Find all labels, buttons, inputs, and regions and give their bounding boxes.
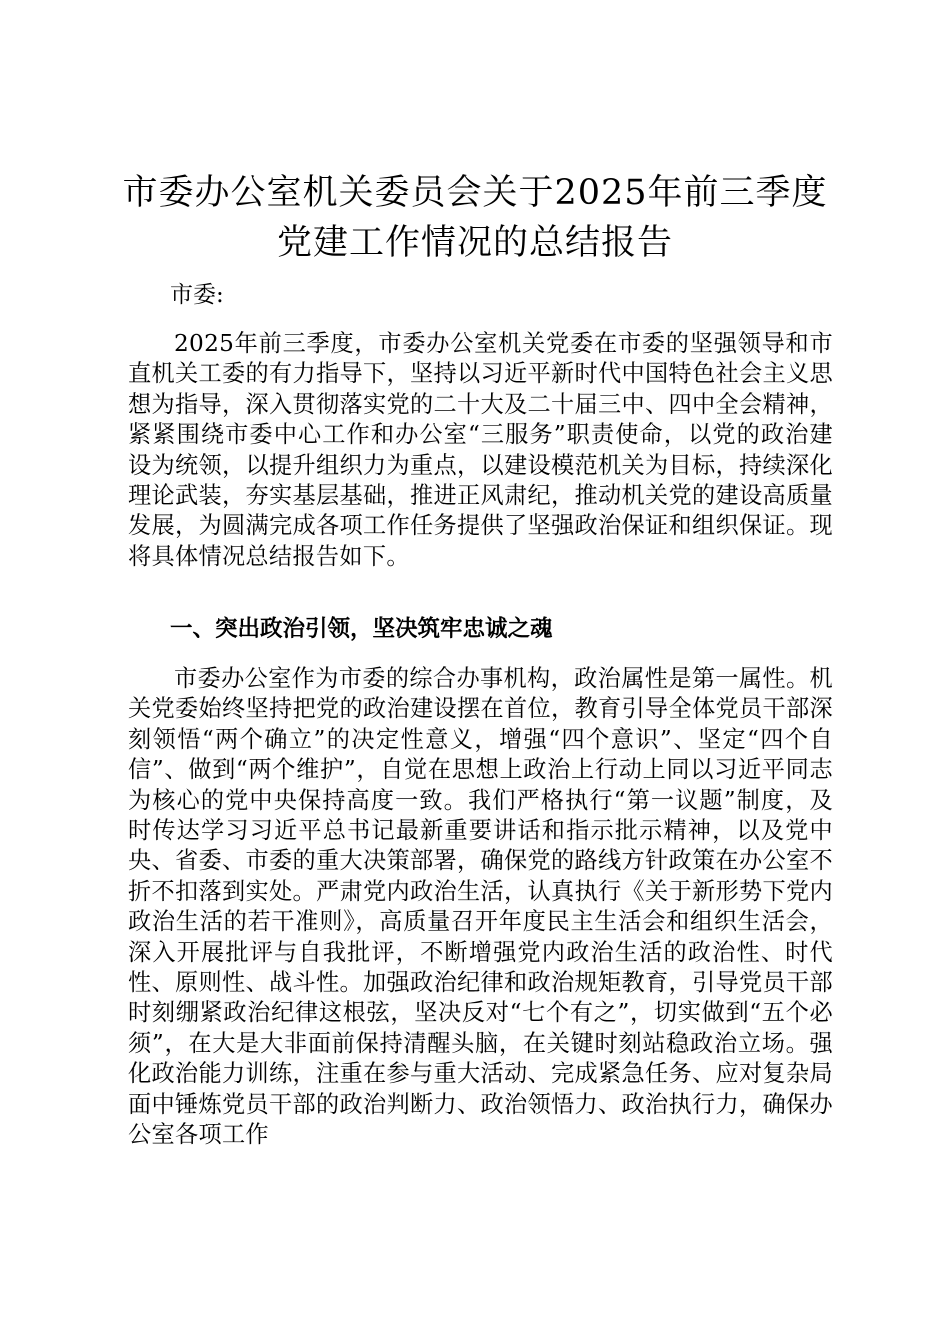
salutation: 市委: (170, 282, 224, 308)
title-line-1: 市委办公室机关委员会关于2025年前三季度 (122, 173, 828, 213)
section-1-paragraph: 市委办公室作为市委的综合办事机构，政治属性是第一属性。机关党委始终坚持把党的政治建设摆在首位，教育引导全体党员干部深刻领悟“两个确立”的决定性意义，增强“四个意识”、坚定“四个自信”、做到“两个维护”，自觉在思想上政治上行动上同以习近平同志为核心的党中央保持高度一致。我们严格执行“第一议题”制度，及时传达学习习近平总书记最新重要讲话和指示批示精神，以及党中央、省委、市委的重大决策部署，确保党的路线方针政策在办公室不折不扣落到实处。严肃党内政治生活，认真执行《关于新形势下党内政治生活的若干准则》，高质量召开年度民主生活会和组织生活会，深入开展批评与自我批评，不断增强党内政治生活的政治性、时代性、原则性、战斗性。加强政治纪律和政治规矩教育，引导党员干部时刻绷紧政治纪律这根弦，坚决反对“七个有之”，切实做到“五个必须”，在大是大非面前保持清醒头脑，在关键时刻站稳政治立场。强化政治能力训练，注重在参与重大活动、完成紧急任务、应对复杂局面中锤炼党员干部的政治判断力、政治领悟力、政治执行力，确保办公室各项工作 (128, 665, 833, 1149)
document-title (100, 168, 850, 268)
section-heading-1: 一、突出政治引领，坚决筑牢忠诚之魂 (170, 616, 553, 642)
intro-paragraph: 2025年前三季度，市委办公室机关党委在市委的坚强领导和市直机关工委的有力指导下，坚持以习近平新时代中国特色社会主义思想为指导，深入贯彻落实党的二十大及二十届三中、四中全会精神，紧紧围绕市委中心工作和办公室“三服务”职责使命，以党的政治建设为统领，以提升组织力为重点，以建设模范机关为目标，持续深化理论武装，夯实基层基础，推进正风肃纪，推动机关党的建设高质量发展，为圆满完成各项工作任务提供了坚强政治保证和组织保证。现将具体情况总结报告如下。 (128, 330, 833, 570)
title-line-2: 党建工作情况的总结报告 (276, 223, 673, 263)
